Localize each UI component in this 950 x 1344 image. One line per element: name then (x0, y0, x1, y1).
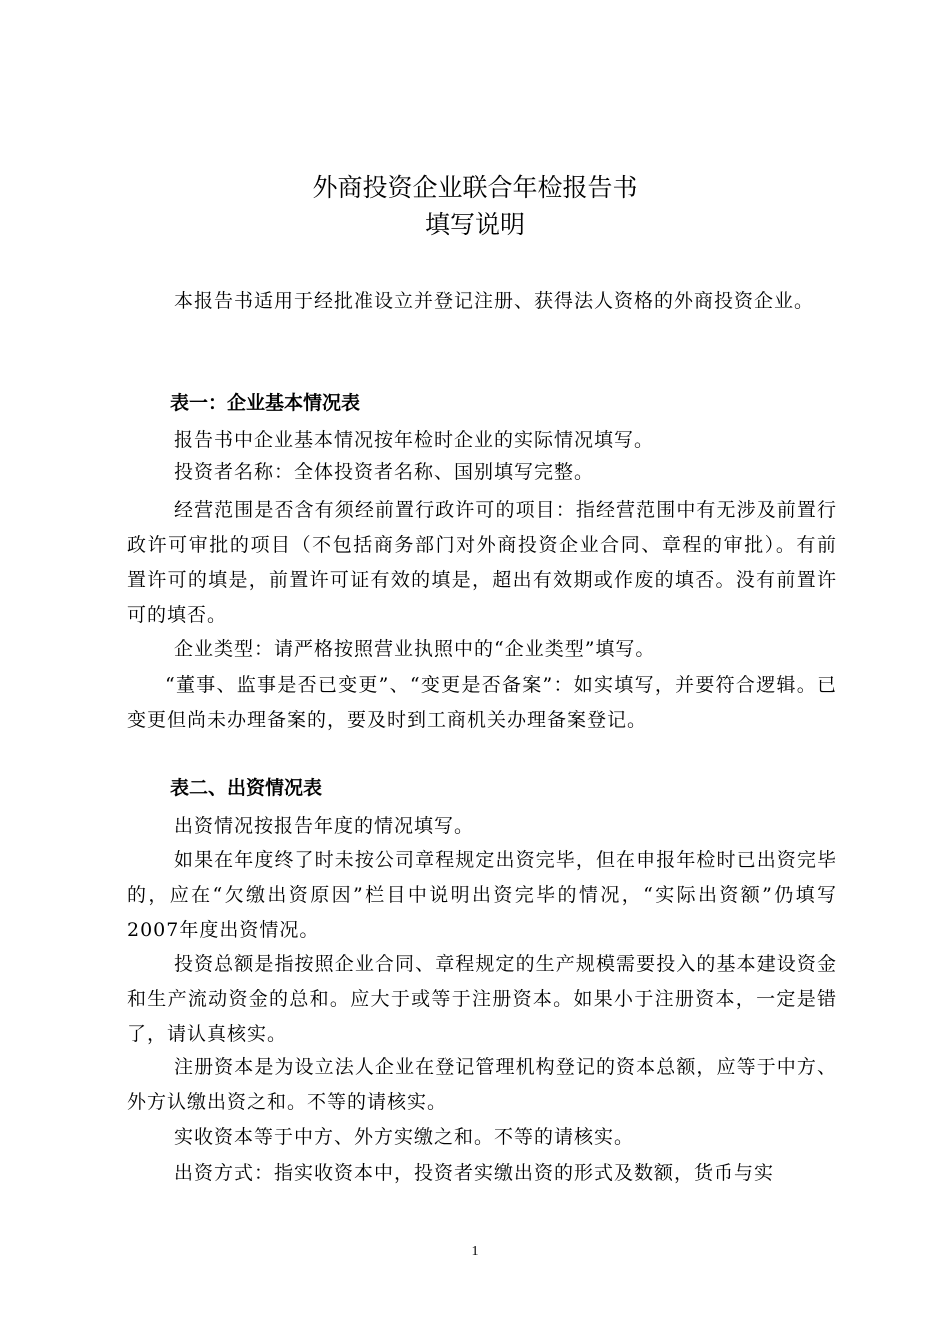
section1-paragraph: 报告书中企业基本情况按年检时企业的实际情况填写。 (174, 429, 655, 451)
document-title-line2: 填写说明 (424, 210, 525, 239)
section1-heading: 表一：企业基本情况表 (170, 392, 361, 414)
section2-paragraph: 如果在年度终了时未按公司章程规定出资完毕，但在申报年检时已出资完毕的，应在“欠缴出资原因”栏目中说明出资完毕的情况，“实际出资额”仍填写2007年度出资情况。 (127, 849, 837, 941)
section1-paragraph: 投资者名称：全体投资者名称、国别填写完整。 (174, 461, 595, 483)
intro-paragraph: 本报告书适用于经批准设立并登记注册、获得法人资格的外商投资企业。 (174, 290, 815, 312)
section2-heading: 表二、出资情况表 (170, 777, 323, 799)
section2-paragraph: 出资方式：指实收资本中，投资者实缴出资的形式及数额，货币与实 (174, 1162, 775, 1184)
section1-paragraph: 企业类型：请严格按照营业执照中的“企业类型”填写。 (174, 638, 656, 660)
page-number: 1 (471, 1244, 479, 1259)
section2-paragraph: 注册资本是为设立法人企业在登记管理机构登记的资本总额，应等于中方、外方认缴出资之和。不等的请核实。 (127, 1056, 837, 1113)
section2-paragraph: 实收资本等于中方、外方实缴之和。不等的请核实。 (174, 1126, 635, 1148)
section1-paragraph: 经营范围是否含有须经前置行政许可的项目：指经营范围中有无涉及前置行政许可审批的项目（不包括商务部门对外商投资企业合同、章程的审批）。有前置许可的填是，前置许可证有效的填是，超出有效期或作废的填否。没有前置许可的填否。 (127, 499, 837, 626)
document-title-line1: 外商投资企业联合年检报告书 (312, 173, 638, 202)
section2-paragraph: 出资情况按报告年度的情况填写。 (174, 815, 475, 837)
section1-paragraph: “董事、监事是否已变更”、“变更是否备案”：如实填写，并要符合逻辑。已变更但尚未办理备案的，要及时到工商机关办理备案登记。 (127, 674, 837, 731)
section2-paragraph: 投资总额是指按照企业合同、章程规定的生产规模需要投入的基本建设资金和生产流动资金的总和。应大于或等于注册资本。如果小于注册资本，一定是错了，请认真核实。 (127, 953, 837, 1045)
